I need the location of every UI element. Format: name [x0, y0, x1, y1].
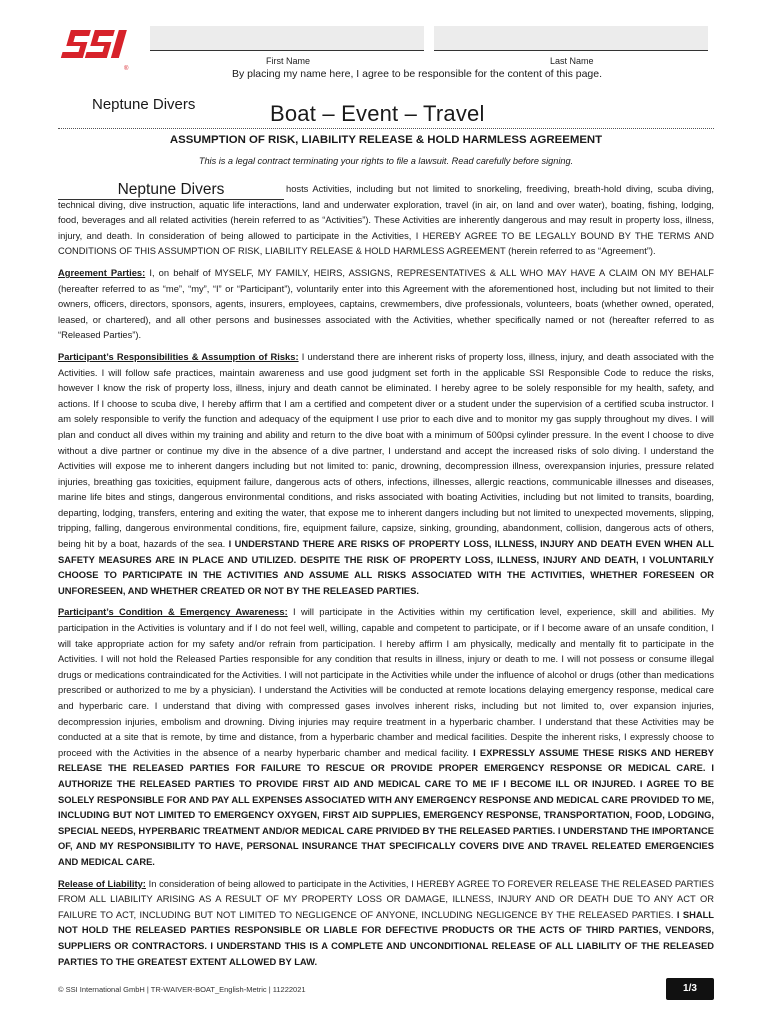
- responsibilities-paragraph: [58, 350, 714, 600]
- intro-paragraph: [58, 182, 714, 260]
- responsibilities-heading: Participant’s Responsibilities & Assumption of Risks:: [58, 351, 299, 362]
- release-heading: Release of Liability:: [58, 878, 146, 889]
- first-name-label: First Name: [266, 56, 311, 66]
- last-name-label: Last Name: [550, 56, 594, 66]
- responsibilities-text: I understand there are inherent risks of property loss, illness, injury, and death associated with the Activities. I will follow safe practices, maintain awareness and use good judgment set forth in the applicable SSI Responsible Code to reduce the risks, however I know the risk of property loss, illness, injury and death cannot be eliminated. I hereby agree to be solely responsible for my health, safety, and actions. If I choose to scuba dive, I hereby affirm that I am a certified and competent diver or a student under the supervision of a certified scuba instructor. I am solely responsible to verify the function and adequacy of the equipment I use prior to each dive and to monitor my gas supply throughout my dives. I will plan and conduct all dives within my training and ability and return to the dive boat with a minimum of 500psi cylinder pressure. In the event I choose to dive without a dive partner or continue my dive in the absence of a dive partner, I understand and accept the increased risks of solo diving. I understand the Activities will expose me to inherent dangers including but not limited to: panic, drowning, decompression illness, overexpansion injuries, pressure related injuries, breathing gas toxicities, equipment failure, dangerous acts of others, infections, illnesses, allergic reactions, communicable illnesses and diseases, marine life bites and stings, dangerous environmental conditions, and risks associated with boating Activities, including but not limited to transits, boarding, departing, lodging, transfers, entering and exiting the water, that expose me to inherent dangers including but not limited to unexpected movements, slipping, tripping, falling, dangerous environmental conditions, fire, equipment failure, capsize, sinking, grounding, abandonment, collision, dangerous acts of others, being hit by a boat, hazards of the sea.: [58, 351, 714, 550]
- condition-text: I will participate in the Activities within my certification level, experience, skill and abilities. My participation in the Activities is voluntary and if I do not feel well, willing, capable and competent to participate, or if I become aware of an unsafe condition, I will take appropriate action for my safety and/or refrain from participation. I hereby affirm I am physically, medically and mentally fit to participate in the Activities. I will not hold the Released Parties responsible for any condition that results in illness, injury or death to me. I will not possess or consume illegal drugs or medications contraindicated for the Activities. I will not participate in the Activities while under the influence of alcohol or drugs (other than medications prescribed or authorized to me by a physician). I understand the Activities will be conducted at remote locations delaying emergency response, medical care and hyperbaric care. I understand that diving with compressed gases involves inherent risks, including but not limited to, over expansion injuries, decompression injuries, embolism and drowning. Diving injuries may require treatment in a hyperbaric chamber. I understand that these Activities may be conducted at a site that is remote, by time and distance, from a hyperbaric chamber and medical facilities. Despite the inherent risks, I expressly choose to proceed with the Activities in the absence of a nearby hyperbaric chamber and medical facility.: [58, 607, 714, 758]
- dive-center-name: Neptune Divers: [92, 96, 196, 113]
- svg-text:®: ®: [124, 66, 129, 72]
- ssi-logo: [58, 26, 138, 72]
- release-caps: I SHALL NOT HOLD THE RELEASED PARTIES RESPONSIBLE OR LIABLE FOR DEFECTIVE PRODUCTS OR THE ACTS OF THIRD PARTIES, VENDORS, SUPPLIERS OR CONTRACTORS. I UNDERSTAND THIS IS A COMPLETE AND UNCONDITIONAL RELEASE OF ALL LIABILITY OF THE RELEASED PARTIES TO THE GREATEST EXTENT ALLOWED BY LAW.: [58, 909, 714, 967]
- agreement-body: [58, 182, 714, 976]
- parties-paragraph: [58, 266, 714, 344]
- intro-text: hosts Activities, including but not limited to snorkeling, freediving, breath-hold diving, scuba diving, technical diving, dive instruction, aquatic life interactions, land and underwater exploration, travel (in air, on land and over water), boating, fishing, lodging, food, beverages and all related activities (herein referred to as “Activities”). These Activities are inherently dangerous and may result in property loss, illness, injury, and death. In consideration of being allowed to participate in the Activities, I HEREBY AGREE TO BE LEGALLY BOUND BY THE TERMS AND CONDITIONS OF THIS ASSUMPTION OF RISK, LIABILITY RELEASE & HOLD HARMLESS AGREEMENT (herein referred to as “Agreement”).: [58, 184, 714, 257]
- agreement-subheading: This is a legal contract terminating your rights to file a lawsuit. Read carefully before signing.: [198, 156, 574, 166]
- page-number-badge: 1/3: [666, 978, 714, 1000]
- first-name-field[interactable]: [150, 26, 424, 51]
- condition-paragraph: [58, 605, 714, 870]
- condition-caps: I EXPRESSLY ASSUME THESE RISKS AND HEREBY RELEASE THE RELEASED PARTIES FOR FAILURE TO RESCUE OR PROVIDE PROPER EMERGENCY RESPONSE OR MEDICAL CARE. I AUTHORIZE THE RELEASED PARTIES TO PROVIDE FIRST AID AND MEDICAL CARE TO ME IF I BECOME ILL OR INJURED. I AGREE TO BE SOLELY RESPONSIBLE FOR AND PAY ALL EXPENSES ASSOCIATED WITH ANY EMERGENCY RESPONSE AND MEDICAL CARE PROVIDED TO ME, INCLUDING BUT NOT LIMITED TO EMERGENCY OXYGEN, FIRST AID SUPPLIES, EMERGENCY RESPONSE, TRANSPORTATION, FOOD, LODGING, SPECIAL NEEDS, HYPERBARIC TREATMENT AND/OR MEDICAL CARE PRIVIDED BY THE RELEASED PARTIES. I UNDERSTAND THE IMPORTANCE OF, AND MY RESPONSIBILITY TO HAVE, PERSONAL INSURANCE THAT SPECIFICALLY COVERS DIVE AND TRAVEL RELEATED EMERGENCIES AND MEDICAL CARE.: [58, 747, 714, 867]
- document-title: Boat – Event – Travel: [270, 101, 485, 126]
- divider: [58, 128, 714, 129]
- parties-heading: Agreement Parties:: [58, 267, 146, 278]
- parties-text: I, on behalf of MYSELF, MY FAMILY, HEIRS, ASSIGNS, REPRESENTATIVES & ALL WHO MAY HAVE A CLAIM ON MY BEHALF (hereafter referred to as “me”, “my”, “I” or “Participant”), voluntarily enter into this Agreement with the aforementioned host, including but not limited to their owners, officers, directors, sponsors, agents, insurers, employees, captains, crewmembers, dive professionals, volunteers, boats (whether owned, operated, leased, or chartered), and all other persons and businesses associated with the Activities, whether specifically named or not (hereafter referred to as “Released Parties”).: [58, 267, 714, 341]
- host-name-field[interactable]: Neptune Divers: [58, 180, 284, 200]
- release-paragraph: [58, 877, 714, 971]
- footer-copyright: © SSI International GmbH | TR-WAIVER-BOAT_English-Metric | 11222021: [58, 985, 306, 994]
- release-text: In consideration of being allowed to participate in the Activities, I HEREBY AGREE TO FOREVER RELEASE THE RELEASED PARTIES FROM ALL LIABILITY ARISING AS A RESULT OF MY PROPERTY LOSS OR DAMAGE, ILLNESS, INJURY AND OR DEATH DUE TO ANY ACT OR FAILURE TO ACT, INCLUDING BUT NOT LIMITED TO NEGLIGENCE OF ANYONE, INCLUDING NEGLIGENCE BY THE RELEASED PARTIES.: [58, 878, 714, 920]
- responsibilities-caps: I UNDERSTAND THERE ARE RISKS OF PROPERTY LOSS, ILLNESS, INJURY AND DEATH EVEN WHEN ALL SAFETY MEASURES ARE IN PLACE AND UTILIZED. DESPITE THE RISK OF PROPERTY LOSS, ILLNESS, INJURY AND DEATH, I VOLUNTARILY CHOOSE TO PARTICIPATE IN THE ACTIVITIES AND ASSUME ALL RISKS ASSOCIATED WITH THE ACTIVITIES, WHETHER FORESEEN OR UNFORESEEN, AND WHETHER CREATED OR NOT BY THE RELEASED PARTIES.: [58, 539, 714, 596]
- agreement-heading: ASSUMPTION OF RISK, LIABILITY RELEASE & HOLD HARMLESS AGREEMENT: [169, 134, 603, 146]
- last-name-field[interactable]: [434, 26, 708, 51]
- condition-heading: Participant’s Condition & Emergency Awareness:: [58, 607, 288, 618]
- agreement-line: By placing my name here, I agree to be responsible for the content of this page.: [231, 68, 603, 80]
